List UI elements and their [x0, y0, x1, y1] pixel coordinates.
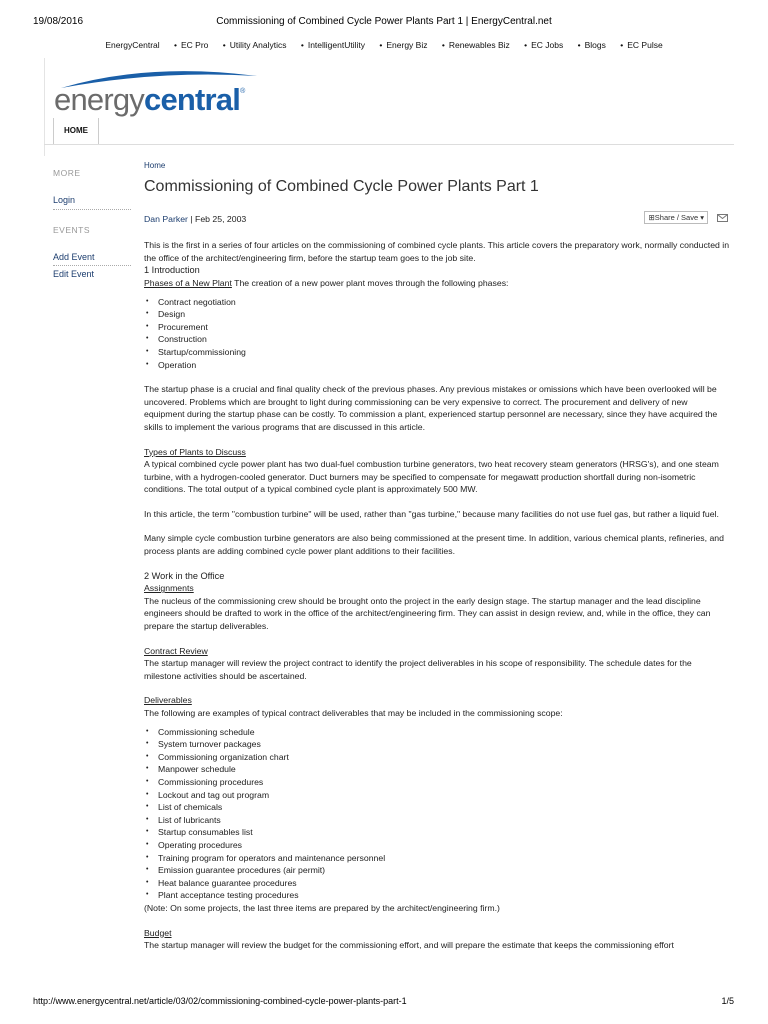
nav-energy-biz[interactable]: • Energy Biz — [379, 40, 428, 50]
note-paragraph: (Note: On some projects, the last three items are prepared by the architect/engineering firm.) — [144, 902, 500, 913]
budget-paragraph: The startup manager will review the budget for the commissioning effort, and will prepare the estimate that keeps the commissioning effort — [144, 940, 674, 951]
assignments-paragraph: The nucleus of the commissioning crew should be brought onto the project in the early design stage. The startup manager and the lead discipline engineers should be drafted to work in the office of the architect/engineering firm. They can assist in design review, and, while in the office, they can prepare the startup deliverables. — [144, 595, 711, 632]
nav-blogs[interactable]: • Blogs — [577, 40, 606, 50]
sidebar-edit-event-link[interactable]: Edit Event — [53, 269, 95, 279]
list-item: • Commissioning organization chart — [158, 751, 730, 764]
share-icon: ⊞ — [648, 213, 655, 223]
contract-review-paragraph: The startup manager will review the project contract to identify the project deliverables in his scope of responsibility. The schedule dates for the milestone activities should be ascertained. — [144, 658, 692, 681]
publish-date: | Feb 25, 2003 — [187, 214, 247, 225]
types-heading: Types of Plants to Discuss — [144, 446, 246, 457]
list-item: • List of lubricants — [158, 814, 730, 827]
sidebar-login-link[interactable]: Login — [53, 195, 76, 205]
article-title: Commissioning of Combined Cycle Power Plants Part 1 — [144, 177, 539, 195]
deliverables-list — [144, 726, 730, 902]
nav-ec-pro[interactable]: • EC Pro — [174, 40, 209, 50]
sidebar-add-event-link[interactable]: Add Event — [53, 252, 95, 262]
intro-paragraph: This is the first in a series of four articles on the commissioning of combined cycle plants. This article covers the preparatory work, normally conducted in the office of the architect/engineering firm, before the startup team goes to the job site. — [144, 240, 730, 263]
nav-ec-pulse[interactable]: • EC Pulse — [620, 40, 663, 50]
list-item: • Emission guarantee procedures (air permit) — [158, 864, 730, 877]
sidebar-events-heading: EVENTS — [53, 225, 91, 235]
nav-utility-analytics[interactable]: • Utility Analytics — [222, 40, 287, 50]
list-item: • Operating procedures — [158, 839, 730, 852]
nav-energycentral[interactable]: EnergyCentral — [105, 40, 160, 50]
sidebar-more-heading: MORE — [53, 168, 81, 178]
tab-home[interactable]: HOME — [53, 118, 99, 144]
deliverables-paragraph: The following are examples of typical contract deliverables that may be included in the commissioning scope: — [144, 708, 563, 718]
section-2-heading: 2 Work in the Office — [144, 570, 225, 581]
deliverables-heading: Deliverables — [144, 695, 192, 706]
list-item: • Construction — [158, 333, 730, 346]
energycentral-logo[interactable]: energycentral® — [54, 68, 294, 118]
assignments-heading: Assignments — [144, 583, 194, 594]
page-number: 1/5 — [721, 996, 734, 1006]
list-item: • Procurement — [158, 321, 730, 334]
breadcrumb[interactable]: Home — [144, 161, 166, 170]
types-paragraph: A typical combined cycle power plant has two dual-fuel combustion turbine generators, two heat recovery steam generators (HRSG's), and one steam turbine, with a hydrogen-cooled generator. Duct burners may be specified to compensate for megawatt production shortfall during non-isometric conditions. The total output of a typical combined cycle plant is approximately 500 MW. — [144, 459, 719, 495]
list-item: • Commissioning schedule — [158, 726, 730, 739]
list-item: • Lockout and tag out program — [158, 789, 730, 802]
author-link[interactable]: Dan Parker — [144, 214, 188, 225]
phases-list — [144, 296, 730, 372]
sidebar — [53, 160, 131, 279]
list-item: • System turnover packages — [158, 738, 730, 751]
section-1-heading: 1 Introduction — [144, 265, 200, 276]
print-url: http://www.energycentral.net/article/03/02/commissioning-combined-cycle-power-plants-part-1 — [33, 996, 407, 1006]
list-item: • Plant acceptance testing procedures — [158, 889, 730, 902]
email-icon[interactable] — [717, 213, 728, 226]
list-item: • Design — [158, 308, 730, 321]
list-item: • Training program for operators and maintenance personnel — [158, 852, 730, 865]
list-item: • Contract negotiation — [158, 296, 730, 309]
list-item: • Operation — [158, 359, 730, 372]
nav-renewables-biz[interactable]: • Renewables Biz — [441, 40, 510, 50]
list-item: • Commissioning procedures — [158, 776, 730, 789]
nav-ec-jobs[interactable]: • EC Jobs — [524, 40, 564, 50]
list-item: • Startup consumables list — [158, 826, 730, 839]
share-save-button[interactable]: ⊞Share / Save ▾ — [644, 211, 708, 224]
simple-cycle-paragraph: Many simple cycle combustion turbine generators are also being commissioned at the present time. In addition, various chemical plants, refineries, and process plants are adding combined cycle power plant additions to their facilities. — [144, 533, 724, 557]
term-paragraph: In this article, the term "combustion turbine" will be used, rather than "gas turbine," because many facilities do not use fuel gas, but rather a liquid fuel. — [144, 508, 719, 519]
list-item: • List of chemicals — [158, 801, 730, 814]
print-title: Commissioning of Combined Cycle Power Plants Part 1 | EnergyCentral.net — [216, 16, 552, 27]
startup-paragraph: The startup phase is a crucial and final quality check of the previous phases. Any previous mistakes or omissions which have been overlooked will be uncovered. Problems which are brought to light during commissioning can be very expensive to correct. The procurement and delivery of new equipment during the startup phase can be costly. To commission a plant, experienced startup personnel are necessary, since they have acquired the skills to implement the various programs that are discussed in this article. — [144, 384, 718, 432]
phases-paragraph: Phases of a New Plant The creation of a new power plant moves through the following phases: — [144, 277, 509, 288]
list-item: • Heat balance guarantee procedures — [158, 877, 730, 890]
byline — [144, 213, 730, 227]
top-navigation — [0, 40, 768, 50]
nav-intelligentutility[interactable]: • IntelligentUtility — [300, 40, 365, 50]
list-item: • Startup/commissioning — [158, 346, 730, 359]
tab-divider — [44, 144, 734, 145]
list-item: • Manpower schedule — [158, 763, 730, 776]
print-date: 19/08/2016 — [33, 16, 84, 27]
article — [144, 160, 730, 952]
contract-review-heading: Contract Review — [144, 645, 208, 656]
budget-heading: Budget — [144, 927, 172, 938]
